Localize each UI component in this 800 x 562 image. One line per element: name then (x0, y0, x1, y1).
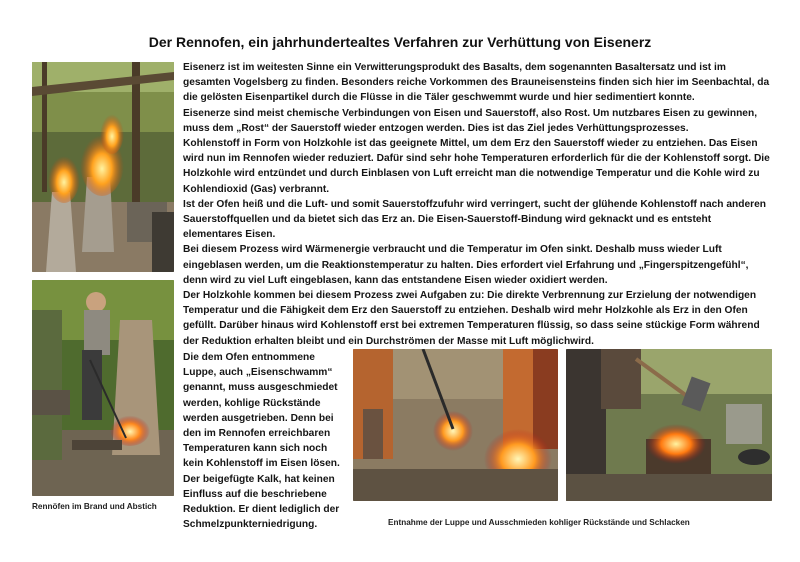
left-photo-caption: Rennöfen im Brand und Abstich (32, 502, 157, 511)
bloom-extraction-photo (353, 349, 558, 501)
paragraph: Bei diesem Prozess wird Wärmenergie verbraucht und die Temperatur im Ofen sinkt. Deshalb muss wieder Luft eingeblasen werden, um die Reaktionstemperatur zu halten. Dies erfordert viel Erfahrung und „Fingerspitzengefühl“, denn wird zu viel Luft eingeblasen, kann das entstandene Eisen wieder oxidiert werden. (183, 244, 749, 286)
forging-photo (566, 349, 772, 501)
page-title: Der Rennofen, ein jahrhundertealtes Verfahren zur Verhüttung von Eisenerz (148, 34, 652, 50)
paragraph: Kohlenstoff in Form von Holzkohle ist das geeignete Mittel, um dem Erz den Sauerstoff wieder zu entziehen. Das Eisen wird nun im Rennofen wieder reduziert. Dafür sind sehr hohe Temperaturen erforderlich für die der Kohlenstoff sorgt. Die Holzkohle wird entzündet und durch Einblasen von Luft erreicht man die notwendige Temperatur und die Kohle wird zu Kohlendioxid (Gas) verbrannt. (183, 138, 770, 195)
furnace-tapping-photo (32, 280, 174, 496)
paragraph: Der Holzkohle kommen bei diesem Prozess zwei Aufgaben zu: Die direkte Verbrennung zur Erzielung der notwendigen Temperatur und die Fähigkeit dem Erz den Sauerstoff zu entziehen. Deshalb wird mehr Holzkohle als Erz in den Ofen gefüllt. Darüber hinaus wird Kohlenstoff erst bei extremen Temperaturen flüssig, so dass seine stückige Form während der Reduktion erhalten bleibt und ein Durchströmen der Masse mit Luft möglichwird. (183, 290, 760, 347)
paragraph: Eisenerz ist im weitesten Sinne ein Verwitterungsprodukt des Basalts, dem sogenannten Basaltersatz und ist im gesamten Vogelsberg zu finden. Besonders reiche Vorkommen des Brauneisensteins finden sich hier im Seenbachtal, da die gelösten Eisenpartikel durch die Flüsse in die Täler geschwemmt wurde und hier sedimentiert konnte. (183, 62, 770, 104)
paragraph: Ist der Ofen heiß und die Luft- und somit Sauerstoffzufuhr wird verringert, sucht der glühende Kohlenstoff nach anderen Sauerstoffquellen und da bietet sich das Erz an. Die Eisen-Sauerstoff-Bindung wird geknackt und es entsteht elementares Eisen. (183, 198, 766, 241)
side-text (183, 350, 341, 532)
paragraph: Eisenerze sind meist chemische Verbindungen von Eisen und Sauerstoff, also Rost. Um nutzbares Eisen zu gewinnen, muss dem „Rost“ der Sauerstoff wieder entzogen werden. Dies ist das Ziel jedes Verhüttungsprozesses. (183, 107, 758, 134)
main-text (183, 60, 773, 349)
side-paragraph: Die dem Ofen entnommene Luppe, auch „Eisenschwamm“ genannt, muss ausgeschmiedet werden, kohlige Rückstände werden ausgetrieben. Denn bei den im Rennofen erreichbaren Temperaturen kann sich noch kein Kohlenstoff im Eisen lösen. Der beigefügte Kalk, hat keinen Einfluss auf die beschriebene Reduktion. Er dient lediglich der Schmelzpunkterniedrigung. (183, 352, 340, 531)
furnace-fire-photo (32, 62, 174, 272)
bottom-photo-caption: Entnahme der Luppe und Ausschmieden kohliger Rückstände und Schlacken (388, 518, 690, 527)
